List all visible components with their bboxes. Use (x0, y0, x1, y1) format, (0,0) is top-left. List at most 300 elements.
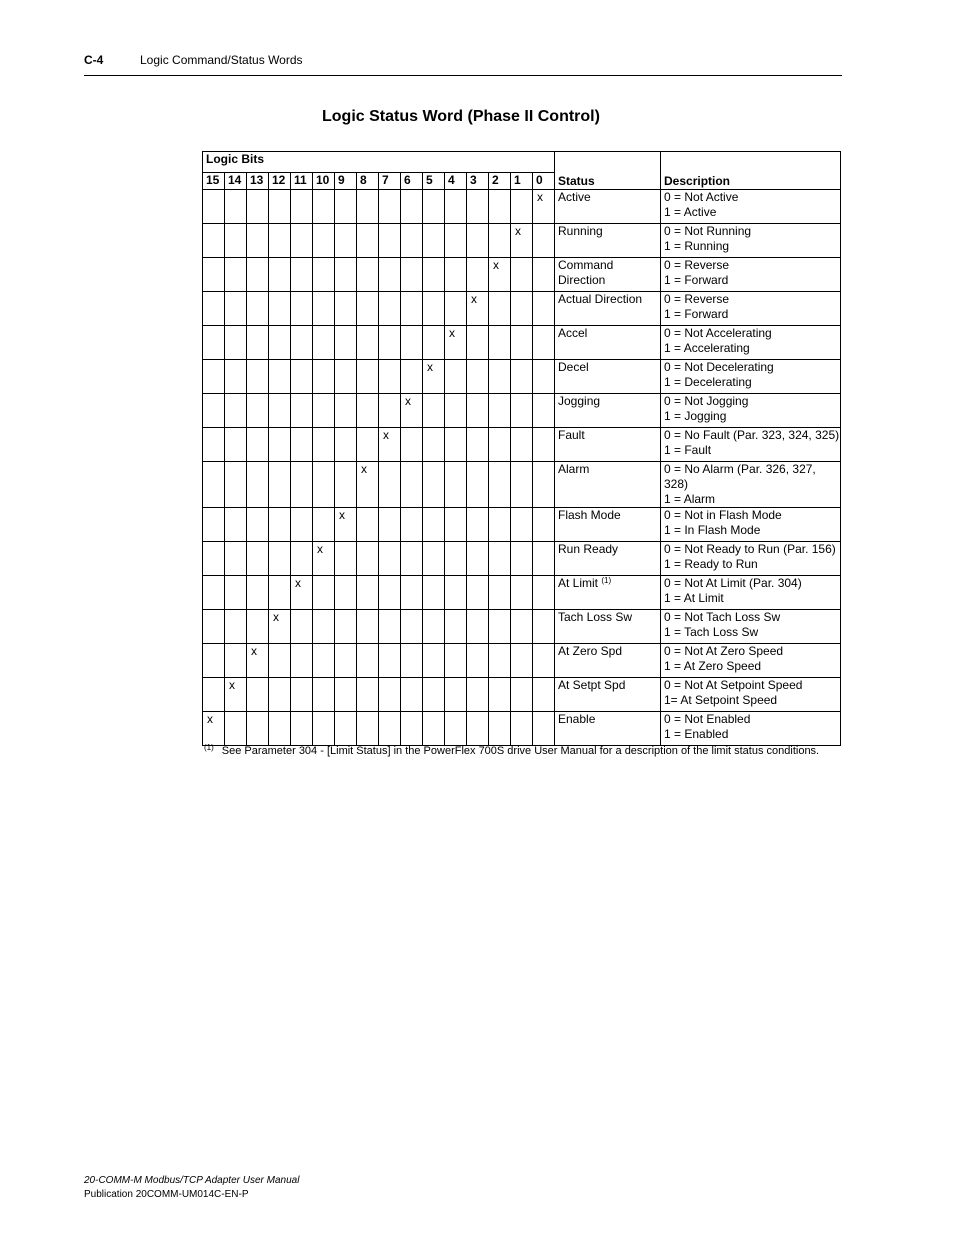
bit-cell (401, 610, 423, 644)
bit-cell (467, 678, 489, 712)
bit-cell (269, 326, 291, 360)
bit-cell (225, 508, 247, 542)
description-line: 1 = At Zero Speed (664, 659, 762, 673)
bit-cell (291, 428, 313, 462)
bit-cell (423, 462, 445, 508)
description-line: 1 = Alarm (664, 492, 716, 506)
description-header: Description (661, 152, 841, 190)
bit-cell (313, 508, 335, 542)
page-number: C-4 (84, 53, 104, 67)
bit-number-header: 10 (313, 173, 335, 190)
description-line: 0 = Reverse (664, 292, 730, 306)
bit-cell: x (203, 712, 225, 746)
bit-cell (269, 462, 291, 508)
bit-cell (423, 678, 445, 712)
bit-cell (269, 678, 291, 712)
bit-cell (467, 258, 489, 292)
bit-cell (291, 224, 313, 258)
bit-cell (379, 224, 401, 258)
bit-cell (247, 428, 269, 462)
bit-cell (489, 644, 511, 678)
header-rule (84, 75, 842, 76)
bit-cell (511, 712, 533, 746)
description-cell (661, 508, 841, 542)
bit-cell (247, 462, 269, 508)
bit-cell (247, 576, 269, 610)
bit-cell (247, 190, 269, 224)
description-line: 1 = Active (664, 205, 717, 219)
description-line: 0 = Not Ready to Run (Par. 156) (664, 542, 836, 556)
bit-cell (445, 712, 467, 746)
table-row (203, 542, 841, 576)
description-line: 0 = Not Jogging (664, 394, 749, 408)
table-row (203, 394, 841, 428)
bit-cell (225, 326, 247, 360)
description-line: 1 = Tach Loss Sw (664, 625, 759, 639)
bit-cell (489, 360, 511, 394)
bit-number-header: 5 (423, 173, 445, 190)
description-cell (661, 678, 841, 712)
bit-cell (313, 610, 335, 644)
bit-cell (489, 508, 511, 542)
description-line: 1 = Forward (664, 307, 729, 321)
bit-cell (225, 360, 247, 394)
status-label: Alarm (558, 462, 590, 476)
bit-cell (401, 190, 423, 224)
bit-cell (511, 258, 533, 292)
description-line: 0 = Not Running (664, 224, 752, 238)
bit-cell (291, 644, 313, 678)
description-cell (661, 644, 841, 678)
description-line: 0 = Not Active (664, 190, 739, 204)
description-line: 1 = Jogging (664, 409, 727, 423)
bit-cell (489, 678, 511, 712)
bit-cell (423, 712, 445, 746)
bit-cell (247, 610, 269, 644)
status-header: Status (555, 152, 661, 190)
bit-cell (335, 576, 357, 610)
section-title: Logic Command/Status Words (140, 53, 303, 67)
description-line: 0 = Not in Flash Mode (664, 508, 782, 522)
bit-cell (489, 576, 511, 610)
bit-cell (533, 258, 555, 292)
bit-cell (511, 462, 533, 508)
bit-cell (533, 678, 555, 712)
bit-cell (203, 678, 225, 712)
bit-cell (445, 360, 467, 394)
bit-cell (401, 292, 423, 326)
status-cell (555, 326, 661, 360)
description-line: 1 = Fault (664, 443, 712, 457)
bit-cell (401, 258, 423, 292)
bit-cell (445, 508, 467, 542)
bit-cell (467, 326, 489, 360)
bit-cell (313, 360, 335, 394)
bit-cell (313, 224, 335, 258)
bit-cell (335, 326, 357, 360)
status-label: Enable (558, 712, 596, 726)
bit-cell (247, 224, 269, 258)
description-cell (661, 428, 841, 462)
bit-cell (247, 360, 269, 394)
bit-cell (511, 292, 533, 326)
bit-cell (247, 712, 269, 746)
bit-cell (203, 610, 225, 644)
status-label: Tach Loss Sw (558, 610, 633, 624)
bit-number-header: 6 (401, 173, 423, 190)
bit-cell (401, 462, 423, 508)
bit-cell (423, 224, 445, 258)
status-label: At Limit (558, 576, 599, 590)
bit-cell (467, 190, 489, 224)
description-line: 1 = In Flash Mode (664, 523, 761, 537)
bit-cell (379, 508, 401, 542)
bit-cell (247, 678, 269, 712)
status-label: Flash Mode (558, 508, 621, 522)
bit-cell (401, 678, 423, 712)
description-line: 0 = Not At Setpoint Speed (664, 678, 803, 692)
description-cell (661, 326, 841, 360)
bit-cell (203, 542, 225, 576)
bit-cell (291, 462, 313, 508)
bit-cell (467, 542, 489, 576)
status-cell (555, 258, 661, 292)
bit-cell (445, 644, 467, 678)
bit-cell (533, 508, 555, 542)
bit-cell (379, 678, 401, 712)
bit-cell (423, 508, 445, 542)
bit-cell (445, 394, 467, 428)
bit-cell (533, 610, 555, 644)
bit-cell (225, 542, 247, 576)
bit-cell (203, 292, 225, 326)
bit-cell (313, 190, 335, 224)
status-cell (555, 462, 661, 508)
bit-cell (247, 508, 269, 542)
bit-cell (533, 326, 555, 360)
status-label: At Zero Spd (558, 644, 623, 658)
footnote-text: See Parameter 304 - [Limit Status] in the PowerFlex 700S drive User Manual for a description of the limit status conditions. (221, 745, 820, 757)
bit-cell (313, 394, 335, 428)
table-row (203, 610, 841, 644)
bit-cell (467, 394, 489, 428)
footnote-mark: (1) (204, 743, 214, 752)
bit-cell (291, 190, 313, 224)
bit-cell (247, 326, 269, 360)
description-cell (661, 712, 841, 746)
bit-cell (401, 712, 423, 746)
bit-cell (203, 576, 225, 610)
bit-cell (225, 428, 247, 462)
bit-cell (511, 360, 533, 394)
bit-cell (357, 644, 379, 678)
bit-cell (313, 644, 335, 678)
bit-cell (511, 190, 533, 224)
description-line: 0 = Not Accelerating (664, 326, 772, 340)
bit-cell (489, 462, 511, 508)
description-cell (661, 576, 841, 610)
bit-cell (357, 428, 379, 462)
bit-cell (313, 678, 335, 712)
bit-cell (357, 360, 379, 394)
description-line: 0 = Not Enabled (664, 712, 751, 726)
description-line: 0 = Not At Limit (Par. 304) (664, 576, 802, 590)
logic-status-table (202, 151, 841, 746)
bit-cell (335, 712, 357, 746)
bit-number-header: 12 (269, 173, 291, 190)
bit-cell (357, 678, 379, 712)
description-line: 0 = No Fault (Par. 323, 324, 325) (664, 428, 840, 442)
bit-cell (269, 360, 291, 394)
bit-cell: x (445, 326, 467, 360)
bit-cell (445, 292, 467, 326)
bit-cell (313, 258, 335, 292)
bit-cell (269, 428, 291, 462)
bit-cell: x (379, 428, 401, 462)
bit-cell (379, 394, 401, 428)
bit-cell (533, 224, 555, 258)
description-line: 0 = Reverse (664, 258, 730, 272)
bit-cell: x (423, 360, 445, 394)
bit-cell (401, 576, 423, 610)
bit-cell (313, 292, 335, 326)
status-label: Decel (558, 360, 589, 374)
table-row (203, 428, 841, 462)
description-line: 0 = Not Decelerating (664, 360, 774, 374)
bit-cell (357, 576, 379, 610)
description-cell (661, 190, 841, 224)
status-cell (555, 428, 661, 462)
status-label: Active (558, 190, 591, 204)
description-line: 0 = Not At Zero Speed (664, 644, 784, 658)
bit-cell: x (467, 292, 489, 326)
bit-cell (533, 292, 555, 326)
bit-number-header: 0 (533, 173, 555, 190)
description-line: 1= At Setpoint Speed (664, 693, 778, 707)
description-cell (661, 258, 841, 292)
bit-cell (225, 576, 247, 610)
description-cell (661, 394, 841, 428)
bit-cell (379, 542, 401, 576)
bit-cell (269, 712, 291, 746)
bit-number-header: 7 (379, 173, 401, 190)
bit-cell (489, 190, 511, 224)
bit-cell (357, 326, 379, 360)
bit-cell (203, 428, 225, 462)
status-label: Actual Direction (558, 292, 643, 306)
description-line: 1 = Forward (664, 273, 729, 287)
bit-cell (423, 292, 445, 326)
bit-cell (357, 508, 379, 542)
bit-cell (225, 462, 247, 508)
table-row (203, 360, 841, 394)
bit-cell (357, 542, 379, 576)
bit-number-header: 15 (203, 173, 225, 190)
bit-cell (423, 258, 445, 292)
bit-cell: x (335, 508, 357, 542)
bit-cell (357, 258, 379, 292)
bit-cell (467, 712, 489, 746)
bit-cell (467, 462, 489, 508)
bit-cell (225, 224, 247, 258)
footnote (204, 745, 819, 757)
bit-cell (225, 190, 247, 224)
bit-cell (247, 292, 269, 326)
bit-cell (335, 258, 357, 292)
bit-cell (313, 428, 335, 462)
bit-cell: x (269, 610, 291, 644)
bit-cell (379, 258, 401, 292)
bit-cell: x (511, 224, 533, 258)
bit-cell (357, 224, 379, 258)
bit-cell (489, 542, 511, 576)
bit-cell (423, 428, 445, 462)
table-row (203, 462, 841, 508)
bit-cell (467, 508, 489, 542)
bit-cell (445, 678, 467, 712)
bit-cell (489, 428, 511, 462)
bit-cell (313, 462, 335, 508)
bit-cell (379, 576, 401, 610)
bit-cell (335, 678, 357, 712)
bit-cell (225, 258, 247, 292)
bit-cell (335, 610, 357, 644)
bit-cell (423, 542, 445, 576)
bit-cell (225, 292, 247, 326)
bit-cell (291, 326, 313, 360)
bit-cell (269, 394, 291, 428)
bit-number-header: 9 (335, 173, 357, 190)
bit-cell (203, 462, 225, 508)
status-cell (555, 576, 661, 610)
table-row (203, 712, 841, 746)
bit-cell (379, 292, 401, 326)
status-label: Run Ready (558, 542, 619, 556)
bit-cell (379, 326, 401, 360)
bit-cell (533, 644, 555, 678)
status-cell (555, 190, 661, 224)
status-cell (555, 542, 661, 576)
bit-cell (379, 610, 401, 644)
bit-cell (379, 190, 401, 224)
status-label: Accel (558, 326, 588, 340)
description-line: 1 = Decelerating (664, 375, 752, 389)
bit-cell (489, 610, 511, 644)
page-title: Logic Status Word (Phase II Control) (322, 108, 600, 125)
bit-cell (357, 190, 379, 224)
bit-cell (269, 190, 291, 224)
bit-cell (203, 644, 225, 678)
status-cell (555, 224, 661, 258)
bit-cell (269, 224, 291, 258)
bit-cell (445, 462, 467, 508)
bit-cell (291, 712, 313, 746)
table-row (203, 224, 841, 258)
bit-cell (269, 542, 291, 576)
description-cell (661, 462, 841, 508)
bit-cell (511, 428, 533, 462)
bit-cell (313, 326, 335, 360)
status-label: Running (558, 224, 603, 238)
bit-cell (423, 190, 445, 224)
table-row (203, 326, 841, 360)
description-cell (661, 292, 841, 326)
bit-number-header: 1 (511, 173, 533, 190)
bit-cell (291, 508, 313, 542)
status-cell (555, 292, 661, 326)
bit-cell (467, 428, 489, 462)
bit-cell (379, 644, 401, 678)
bit-number-header: 8 (357, 173, 379, 190)
bit-cell (379, 712, 401, 746)
bit-cell (401, 542, 423, 576)
bit-cell (247, 258, 269, 292)
description-line: 0 = Not Tach Loss Sw (664, 610, 781, 624)
bit-cell (203, 224, 225, 258)
bit-cell (401, 326, 423, 360)
bit-cell (511, 678, 533, 712)
table-row (203, 576, 841, 610)
bit-cell (379, 360, 401, 394)
bit-cell (401, 428, 423, 462)
bit-cell (533, 542, 555, 576)
status-label: At Setpt Spd (558, 678, 626, 692)
bit-number-header: 14 (225, 173, 247, 190)
bit-cell (291, 360, 313, 394)
bit-cell (511, 610, 533, 644)
bit-cell (357, 292, 379, 326)
bit-cell (467, 224, 489, 258)
status-label: Jogging (558, 394, 601, 408)
bit-cell: x (401, 394, 423, 428)
table-row (203, 508, 841, 542)
bit-cell (511, 326, 533, 360)
bit-cell (335, 292, 357, 326)
status-cell (555, 678, 661, 712)
bit-cell (291, 542, 313, 576)
bit-cell (445, 610, 467, 644)
bit-cell (489, 712, 511, 746)
bit-cell (467, 644, 489, 678)
bit-cell (423, 326, 445, 360)
bit-cell: x (489, 258, 511, 292)
bit-cell (511, 542, 533, 576)
bit-cell (401, 360, 423, 394)
logic-bits-header: Logic Bits (203, 152, 555, 173)
bit-cell (357, 394, 379, 428)
bit-cell (335, 190, 357, 224)
description-cell (661, 224, 841, 258)
footnote-reference: (1) (601, 576, 612, 585)
bit-cell (489, 292, 511, 326)
bit-cell (467, 610, 489, 644)
status-cell (555, 610, 661, 644)
bit-cell (269, 508, 291, 542)
description-line: 1 = At Limit (664, 591, 724, 605)
bit-number-header: 13 (247, 173, 269, 190)
bit-cell (269, 576, 291, 610)
description-cell (661, 360, 841, 394)
table-row (203, 644, 841, 678)
bit-number-header: 11 (291, 173, 313, 190)
bit-cell (269, 292, 291, 326)
bit-cell (225, 644, 247, 678)
status-cell (555, 712, 661, 746)
bit-number-header: 2 (489, 173, 511, 190)
bit-cell (335, 428, 357, 462)
bit-cell (203, 360, 225, 394)
bit-cell (401, 224, 423, 258)
